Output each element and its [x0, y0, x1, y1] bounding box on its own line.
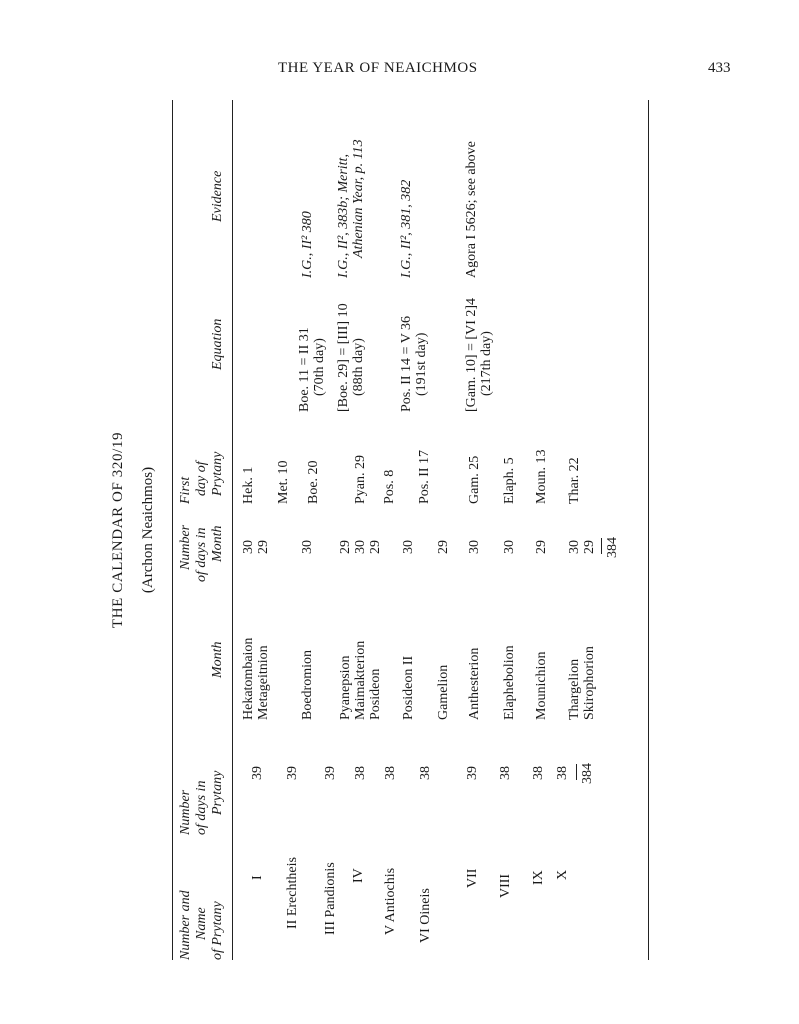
- month-name: Maimakterion: [353, 640, 368, 720]
- prytany-days: 38: [418, 766, 433, 780]
- prytany-name: X: [555, 869, 570, 880]
- equation: [Gam. 10] = [VI 2]4 (217th day): [464, 297, 494, 412]
- prytany-name: V Antiochis: [383, 867, 398, 935]
- evidence: I.G., II², 383b; Meritt, Athenian Year, p. 113: [336, 139, 366, 278]
- month-days: 30: [467, 540, 482, 554]
- evidence: I.G., II² 380: [300, 211, 315, 278]
- month-days: 30: [567, 540, 582, 554]
- total-rule-prytany: [576, 764, 577, 780]
- first-day: Boe. 20: [306, 460, 321, 504]
- month-days: 29: [436, 540, 451, 554]
- prytany-name: VII: [465, 868, 480, 888]
- header-first-day: First day of Prytany: [178, 451, 225, 504]
- month-name: Gamelion: [436, 664, 451, 720]
- prytany-name: I: [250, 875, 265, 880]
- running-head: THE YEAR OF NEAICHMOS: [278, 60, 478, 76]
- first-day: Pyan. 29: [353, 455, 368, 504]
- first-day: Met. 10: [276, 460, 291, 504]
- header-equation: Equation: [210, 318, 225, 370]
- prytany-days: 39: [465, 766, 480, 780]
- equation: Pos. II 14 = V 36 (191st day): [399, 315, 429, 412]
- equation: Boe. 11 = II 31 (70th day): [297, 327, 327, 412]
- total-rule-month: [601, 538, 602, 554]
- month-days: 30: [353, 540, 368, 554]
- prytany-days: 38: [531, 766, 546, 780]
- bottom-rule: [648, 100, 649, 960]
- page-number: 433: [708, 60, 731, 76]
- prytany-days: 38: [353, 766, 368, 780]
- month-days: 30: [300, 540, 315, 554]
- month-name: Posideon: [368, 668, 383, 720]
- prytany-days: 39: [250, 766, 265, 780]
- month-name: Metageitnion: [256, 645, 271, 720]
- header-rule: [232, 100, 233, 960]
- month-days: 29: [582, 540, 597, 554]
- month-days: 29: [534, 540, 549, 554]
- evidence: I.G., II², 381, 382: [399, 179, 414, 278]
- first-day: Elaph. 5: [502, 457, 517, 504]
- header-evidence: Evidence: [210, 170, 225, 222]
- month-name: Anthesterion: [467, 647, 482, 720]
- month-name: Pyanepsion: [338, 655, 353, 720]
- month-name: Posideon II: [401, 655, 416, 720]
- prytany-days: 39: [285, 766, 300, 780]
- header-days-prytany: Number of days in Prytany: [178, 770, 225, 835]
- header-month: Month: [210, 641, 225, 678]
- total-month-days: 384: [605, 537, 620, 558]
- month-name: Mounichion: [534, 651, 549, 720]
- evidence: Agora I 5626; see above: [464, 141, 479, 278]
- prytany-days: 39: [323, 766, 338, 780]
- calendar-table: [110, 100, 655, 960]
- prytany-name: VIII: [498, 873, 513, 898]
- month-name: Skirophorion: [582, 646, 597, 720]
- prytany-name: II Erechtheis: [285, 857, 300, 929]
- prytany-name: IX: [531, 870, 546, 885]
- prytany-days: 38: [498, 766, 513, 780]
- equation: [Boe. 29] = [III] 10 (88th day): [336, 303, 366, 412]
- prytany-name: IV: [351, 868, 366, 883]
- first-day: Thar. 22: [567, 457, 582, 504]
- month-days: 30: [502, 540, 517, 554]
- first-day: Hek. 1: [241, 466, 256, 504]
- prytany-name: III Pandionis: [323, 862, 338, 935]
- month-days: 30: [401, 540, 416, 554]
- month-name: Hekatombaion: [241, 637, 256, 720]
- first-day: Pos. II 17: [417, 449, 432, 504]
- first-day: Pos. 8: [382, 469, 397, 504]
- prytany-days: 38: [555, 766, 570, 780]
- first-day: Moun. 13: [534, 449, 549, 504]
- table-subtitle: (Archon Neaichmos): [140, 466, 156, 594]
- month-name: Boedromion: [300, 650, 315, 720]
- month-days: 29: [256, 540, 271, 554]
- month-days: 30: [241, 540, 256, 554]
- first-day: Gam. 25: [467, 455, 482, 504]
- top-rule: [172, 100, 173, 960]
- total-prytany-days: 384: [580, 763, 595, 784]
- prytany-days: 38: [383, 766, 398, 780]
- header-prytany: Number and Name of Prytany: [178, 890, 225, 960]
- prytany-name: VI Oineis: [418, 888, 433, 943]
- month-days: 29: [368, 540, 383, 554]
- month-name: Elaphebolion: [502, 645, 517, 720]
- month-name: Thargelion: [567, 658, 582, 720]
- table-title: THE CALENDAR OF 320/19: [110, 431, 126, 629]
- header-days-month: Number of days in Month: [178, 524, 225, 582]
- month-days: 29: [338, 540, 353, 554]
